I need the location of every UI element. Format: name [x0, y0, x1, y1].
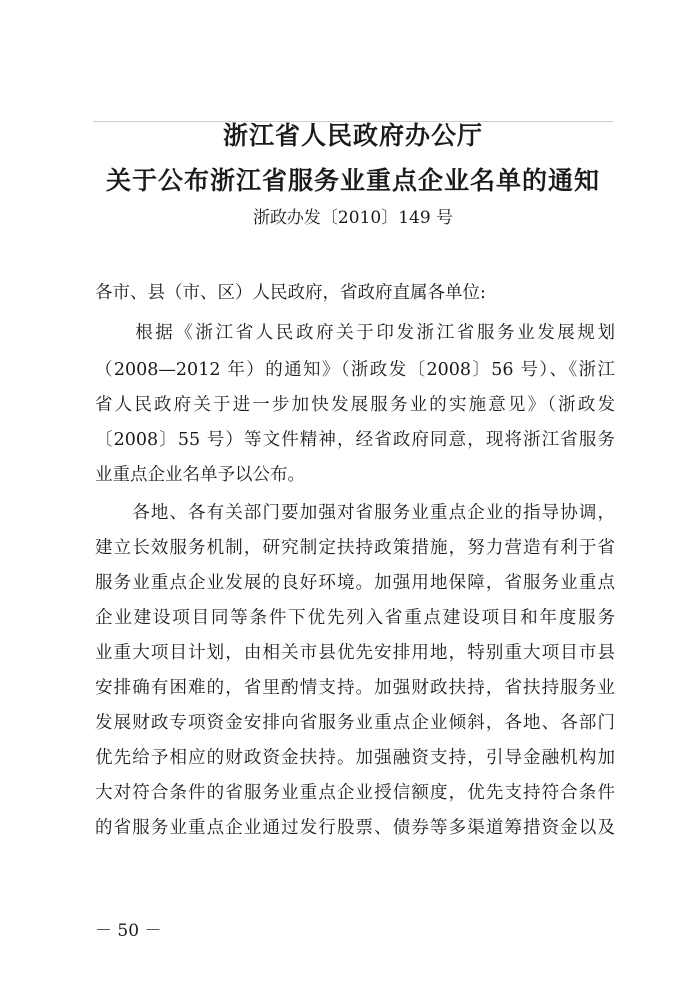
body-line: 企业建设项目同等条件下优先列入省重点建设项目和年度服务	[95, 608, 615, 628]
body-line: 发展财政专项资金安排向省服务业重点企业倾斜，各地、各部门	[95, 713, 615, 733]
document-title-line-1: 浙江省人民政府办公厅	[222, 121, 483, 150]
body-line: 各地、各有关部门要加强对省服务业重点企业的指导协调，	[95, 503, 615, 523]
body-line: 〔2008〕55 号）等文件精神，经省政府同意，现将浙江省服务	[95, 430, 615, 450]
body-line: 大对符合条件的省服务业重点企业授信额度，优先支持符合条件	[95, 783, 615, 803]
body-line: 业重大项目计划，由相关市县优先安排用地，特别重大项目市县	[95, 643, 615, 663]
body-line: 安排确有困难的，省里酌情支持。加强财政扶持，省扶持服务业	[95, 678, 615, 698]
body-line: 省人民政府关于进一步加快发展服务业的实施意见》（浙政发	[95, 395, 615, 415]
body-line: 优先给予相应的财政资金扶持。加强融资支持，引导金融机构加	[95, 748, 615, 768]
page-number: － 50 －	[95, 921, 162, 941]
body-line: 服务业重点企业发展的良好环境。加强用地保障，省服务业重点	[95, 573, 615, 593]
document-number: 浙政办发〔2010〕149 号	[252, 208, 454, 228]
salutation-line: 各市、县（市、区）人民政府，省政府直属各单位:	[95, 283, 486, 303]
body-line: （2008—2012 年）的通知》（浙政发〔2008〕56 号）、《浙江	[95, 360, 615, 380]
body-line: 根据《浙江省人民政府关于印发浙江省服务业发展规划	[95, 323, 615, 343]
document-title-line-2: 关于公布浙江省服务业重点企业名单的通知	[105, 166, 600, 195]
body-line: 建立长效服务机制，研究制定扶持政策措施，努力营造有利于省	[95, 538, 615, 558]
body-line: 业重点企业名单予以公布。	[95, 465, 305, 485]
body-line: 的省服务业重点企业通过发行股票、债券等多渠道筹措资金以及	[95, 818, 615, 838]
